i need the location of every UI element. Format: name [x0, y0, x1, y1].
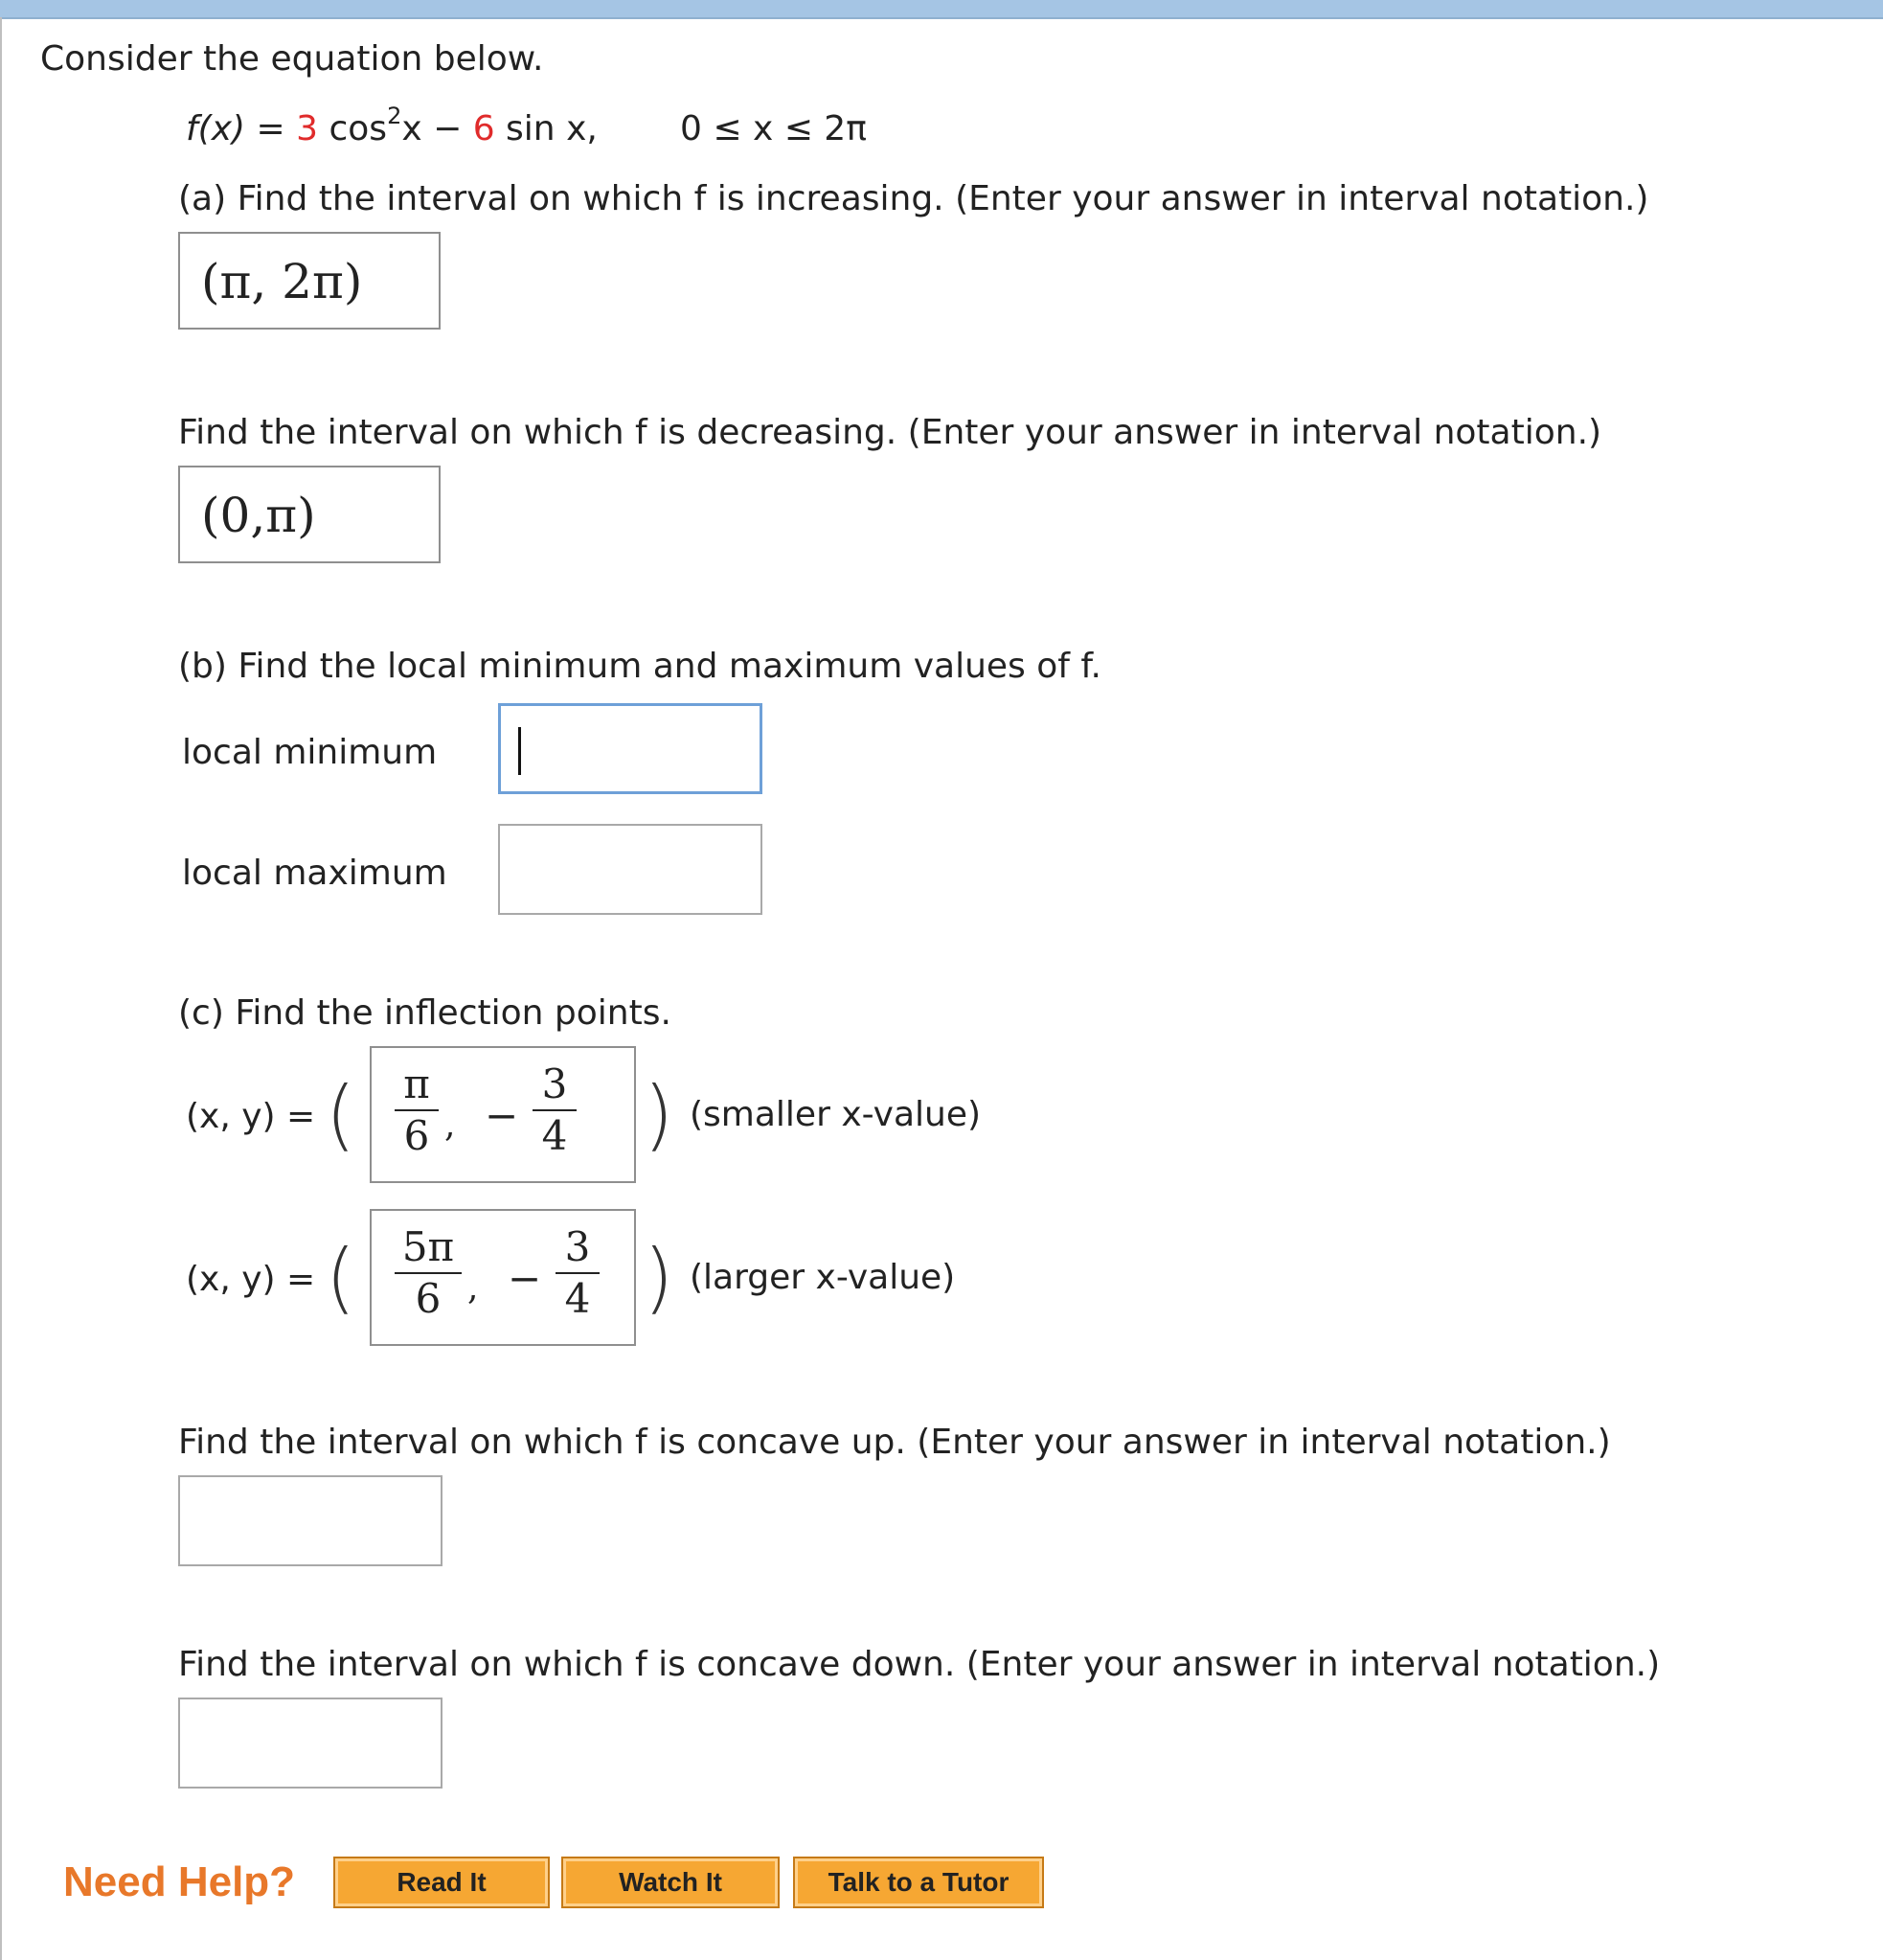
local-minimum-input[interactable]	[498, 703, 762, 794]
inflection-point-2-field[interactable]	[370, 1209, 636, 1346]
point-1-y-fraction	[533, 1061, 577, 1159]
concave-up-prompt: Find the interval on which f is concave up. (Enter your answer in interval notation.)	[178, 1423, 1611, 1462]
close-paren: )	[644, 1070, 674, 1159]
close-paren: )	[644, 1233, 674, 1322]
point-1-y-numerator: 3	[541, 1060, 568, 1107]
decreasing-answer-field[interactable]	[178, 466, 441, 563]
fraction-bar	[395, 1109, 439, 1111]
need-help-label: Need Help?	[63, 1858, 296, 1905]
point-1-x-fraction	[395, 1061, 439, 1159]
equation-coef-1: 3	[296, 109, 319, 148]
equation-cos: cos	[318, 109, 388, 148]
point-2-y-fraction	[556, 1224, 600, 1322]
point-1-y-sign: −	[485, 1092, 519, 1139]
fraction-bar	[533, 1109, 577, 1111]
local-maximum-label: local maximum	[182, 854, 447, 893]
equation-exponent: 2	[387, 103, 402, 129]
point-1-x-numerator: π	[403, 1060, 430, 1107]
local-minimum-label: local minimum	[182, 733, 438, 772]
local-maximum-input[interactable]	[498, 824, 762, 915]
equation-lhs: f(x) =	[186, 109, 297, 148]
part-c-prompt: (c) Find the inflection points.	[178, 993, 671, 1033]
decreasing-prompt: Find the interval on which f is decreasing. (Enter your answer in interval notation.)	[178, 413, 1602, 452]
concave-up-input[interactable]	[178, 1475, 442, 1566]
point-2-x-numerator: 5π	[401, 1223, 455, 1270]
open-paren: (	[326, 1233, 356, 1322]
inflection-point-2-label: (x, y) =	[186, 1260, 316, 1299]
fraction-bar	[395, 1272, 462, 1274]
concave-down-input[interactable]	[178, 1698, 442, 1789]
comma: ,	[467, 1268, 479, 1308]
inflection-point-1-field[interactable]	[370, 1046, 636, 1183]
point-2-x-denominator: 6	[415, 1275, 442, 1322]
point-1-x-denominator: 6	[403, 1112, 430, 1159]
part-b-prompt: (b) Find the local minimum and maximum values of f.	[178, 647, 1101, 686]
left-border	[0, 17, 2, 1960]
open-paren: (	[326, 1070, 356, 1159]
equation-x: x −	[401, 109, 473, 148]
increasing-answer: (π, 2π)	[201, 254, 363, 309]
fraction-bar	[556, 1272, 600, 1274]
increasing-prompt: (a) Find the interval on which f is increasing. (Enter your answer in interval notation.)	[178, 179, 1649, 218]
intro-text: Consider the equation below.	[40, 39, 544, 79]
inflection-point-1-note: (smaller x-value)	[690, 1095, 982, 1134]
equation-sin: sin x,	[494, 109, 598, 148]
watch-it-button[interactable]: Watch It	[561, 1857, 780, 1908]
text-caret	[518, 727, 521, 775]
point-1-y-denominator: 4	[541, 1112, 568, 1159]
comma: ,	[444, 1105, 456, 1145]
point-2-y-denominator: 4	[564, 1275, 591, 1322]
inflection-point-2-note: (larger x-value)	[690, 1258, 956, 1297]
point-2-y-numerator: 3	[564, 1223, 591, 1270]
point-2-x-fraction	[395, 1224, 462, 1322]
decreasing-answer: (0,π)	[201, 488, 316, 543]
equation	[186, 103, 598, 150]
concave-down-prompt: Find the interval on which f is concave down. (Enter your answer in interval notation.)	[178, 1645, 1661, 1684]
top-bar	[0, 0, 1883, 19]
inflection-point-1-label: (x, y) =	[186, 1097, 316, 1136]
increasing-answer-field[interactable]	[178, 232, 441, 330]
read-it-button[interactable]: Read It	[333, 1857, 550, 1908]
equation-domain: 0 ≤ x ≤ 2π	[680, 109, 867, 148]
point-2-y-sign: −	[508, 1255, 542, 1302]
equation-coef-2: 6	[472, 109, 495, 148]
talk-to-tutor-button[interactable]: Talk to a Tutor	[793, 1857, 1044, 1908]
